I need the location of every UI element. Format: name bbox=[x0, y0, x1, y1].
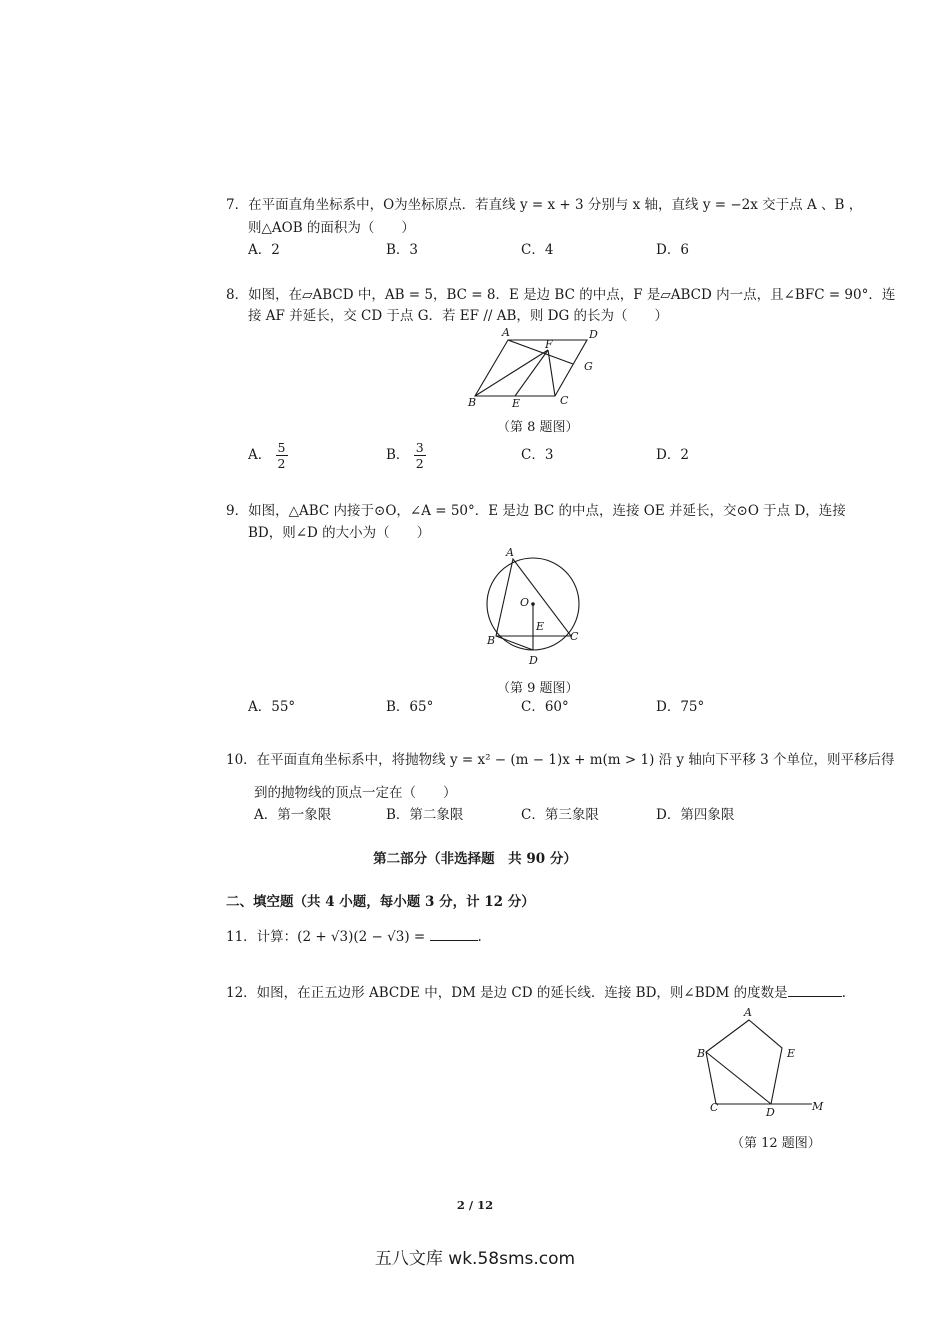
q8-label-g: G bbox=[584, 360, 593, 373]
segment-ef bbox=[515, 350, 548, 396]
q9-option-a: A．55° bbox=[248, 699, 296, 715]
q8-option-b: B． $\frac{3}{2}$ bbox=[386, 440, 424, 471]
q12-line: 12．如图，在正五边形 ABCDE 中，DM 是边 CD 的延长线．连接 BD，则∠BDM 的度数是 . bbox=[226, 982, 846, 1002]
q10-option-d: D．第四象限 bbox=[656, 807, 735, 823]
q9-line1: 9．如图，△ABC 内接于⊙O，∠A = 50°．E 是边 BC 的中点，连接 OE 并延长，交⊙O 于点 D，连接 bbox=[226, 503, 846, 519]
q8-label-e: E bbox=[512, 397, 521, 410]
q9-label-c: C bbox=[570, 630, 579, 643]
q8-label-f: F bbox=[545, 338, 553, 351]
q8-label-a: A bbox=[502, 326, 510, 339]
q9-label-b: B bbox=[487, 634, 496, 647]
q8-option-b-fraction: $\frac{3}{2}$ bbox=[415, 440, 424, 471]
part2-title: 第二部分（非选择题 共 90 分） bbox=[373, 851, 577, 867]
q8-caption: （第 8 题图） bbox=[497, 420, 579, 435]
center-dot bbox=[531, 602, 535, 606]
q7-option-a: A．2 bbox=[248, 242, 280, 258]
segment-bd bbox=[496, 636, 533, 650]
q7-option-b: B．3 bbox=[386, 242, 419, 258]
q8-line2: 接 AF 并延长，交 CD 于点 G．若 EF // AB，则 DG 的长为（ ） bbox=[248, 308, 669, 324]
q8-figure bbox=[460, 326, 610, 412]
q8-label-c: C bbox=[560, 394, 569, 407]
q7-option-d: D．6 bbox=[656, 242, 689, 258]
q7-line1: 7．在平面直角坐标系中，O为坐标原点．若直线 y = x + 3 分别与 x 轴，直线 y = −2x 交于点 A 、B ， bbox=[226, 197, 863, 213]
q8-label-b: B bbox=[468, 396, 477, 409]
q9-label-e: E bbox=[536, 620, 545, 633]
q9-label-o: O bbox=[520, 596, 530, 609]
q9-label-d: D bbox=[529, 654, 538, 667]
q8-label-d: D bbox=[589, 328, 598, 341]
q10-option-a: A．第一象限 bbox=[254, 807, 332, 823]
q12-label-e: E bbox=[787, 1047, 796, 1060]
q11-line: 11．计算：(2 + √3)(2 − √3) = . bbox=[226, 926, 482, 946]
q7-option-c: C．4 bbox=[521, 242, 554, 258]
q10-option-c: C．第三象限 bbox=[521, 807, 599, 823]
q9-option-c: C．60° bbox=[521, 699, 569, 715]
q7-line2: 则△AOB 的面积为（ ） bbox=[248, 220, 415, 236]
q9-label-a: A bbox=[506, 546, 514, 559]
page-number: 2 / 12 bbox=[456, 1198, 494, 1212]
pentagon-abcde bbox=[706, 1020, 782, 1104]
q10-option-b: B．第二象限 bbox=[386, 807, 464, 823]
segment-bf bbox=[475, 350, 548, 396]
q12-caption: （第 12 题图） bbox=[731, 1136, 821, 1151]
q12-label-c: C bbox=[710, 1101, 719, 1114]
q8-option-a: A． $\frac{5}{2}$ bbox=[248, 440, 286, 471]
q12-figure bbox=[694, 1006, 826, 1118]
q9-caption: （第 9 题图） bbox=[497, 681, 579, 696]
q12-label-m: M bbox=[812, 1100, 824, 1113]
segment-bd bbox=[706, 1052, 771, 1104]
q12-answer-blank bbox=[788, 982, 842, 997]
q9-option-b: B．65° bbox=[386, 699, 434, 715]
q8-option-d: D．2 bbox=[656, 447, 689, 463]
q12-label-d: D bbox=[766, 1106, 775, 1118]
q9-line2: BD，则∠D 的大小为（ ） bbox=[248, 525, 431, 541]
q9-option-d: D．75° bbox=[656, 699, 705, 715]
q12-label-a: A bbox=[744, 1006, 752, 1019]
site-footer: 五八文库 wk.58sms.com bbox=[374, 1249, 576, 1269]
q8-option-a-fraction: $\frac{5}{2}$ bbox=[277, 440, 286, 471]
q12-label-b: B bbox=[697, 1047, 706, 1060]
section2-title: 二、填空题（共 4 小题，每小题 3 分，计 12 分） bbox=[226, 894, 535, 910]
q9-figure bbox=[478, 544, 590, 672]
q8-option-c: C．3 bbox=[521, 447, 554, 463]
q10-line2: 到的抛物线的顶点一定在（ ） bbox=[254, 785, 457, 801]
q10-line1: 10．在平面直角坐标系中，将抛物线 y = x² − (m − 1)x + m(m > 1) 沿 y 轴向下平移 3 个单位，则平移后得 bbox=[226, 752, 895, 768]
q8-line1: 8．如图，在▱ABCD 中，AB = 5，BC = 8．E 是边 BC 的中点，F 是▱ABCD 内一点，且∠BFC = 90°．连 bbox=[226, 287, 896, 303]
q11-answer-blank bbox=[430, 926, 478, 941]
